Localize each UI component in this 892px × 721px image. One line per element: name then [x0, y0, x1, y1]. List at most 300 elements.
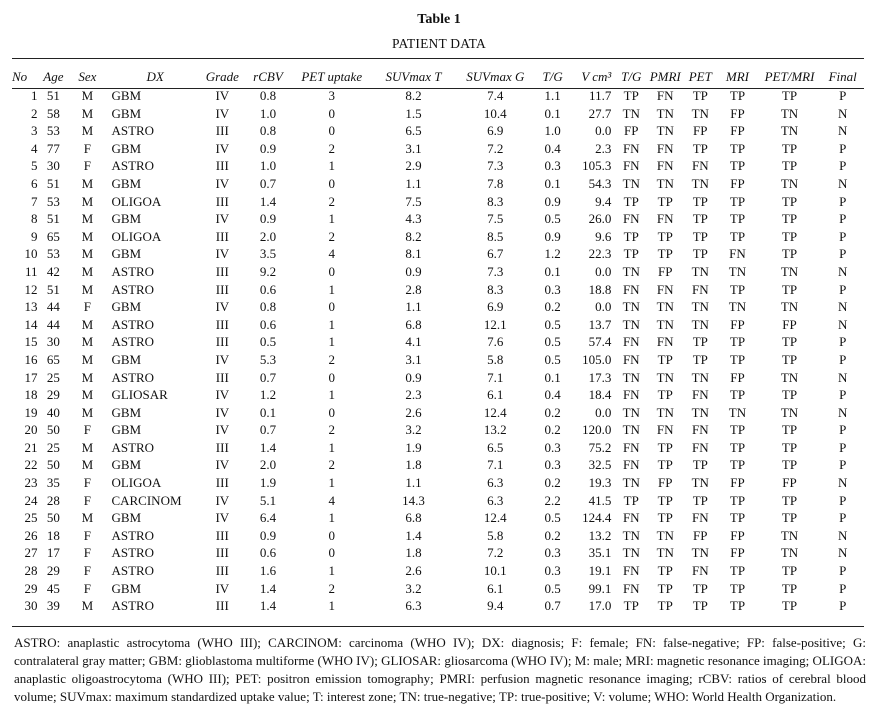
table-cell: 1.4 [405, 527, 422, 543]
table-cell: 1.9 [259, 475, 277, 491]
table-cell: FN [622, 457, 640, 473]
table-cell: FN [656, 281, 674, 297]
table-cell: TN [656, 299, 674, 315]
table-cell: 17.3 [588, 369, 612, 385]
table-cell: 26 [24, 527, 38, 543]
table-row [12, 456, 864, 474]
table-cell: P [839, 422, 847, 438]
table-cell: TN [780, 369, 799, 385]
table-cell: TP [692, 246, 708, 262]
table-cell: FP [730, 105, 745, 121]
bottom-rule [12, 626, 864, 627]
table-row [12, 210, 864, 228]
table-cell: 2.3 [405, 387, 422, 403]
table-cell: 0.7 [544, 598, 561, 614]
table-cell: 1.4 [259, 193, 277, 209]
table-cell: TP [781, 351, 798, 367]
table-cell: TP [729, 140, 746, 156]
table-cell: TN [622, 545, 640, 561]
table-cell: M [81, 334, 94, 350]
table-cell: 8.3 [487, 193, 504, 209]
table-cell: 7.2 [487, 140, 504, 156]
table-cell: 1.9 [405, 439, 422, 455]
table-cell: 44 [46, 316, 60, 332]
table-cell: 3 [30, 123, 38, 139]
table-cell: GBM [111, 211, 142, 227]
table-row [12, 263, 864, 281]
table-cell: TP [657, 228, 673, 244]
table-row [12, 175, 864, 193]
table-cell: TP [781, 228, 798, 244]
table-cell: 7 [30, 193, 38, 209]
table-cell: ASTRO [111, 263, 155, 279]
table-cell: 9.4 [595, 193, 612, 209]
table-row [12, 439, 864, 457]
table-cell: ASTRO [111, 369, 155, 385]
header-cell: SUVmax T [385, 68, 442, 84]
table-cell: III [215, 598, 229, 614]
table-cell: 44 [46, 299, 60, 315]
table-cell: 105.3 [582, 158, 612, 174]
table-cell: IV [215, 510, 230, 526]
table-cell: TN [656, 316, 674, 332]
table-cell: 12.1 [483, 316, 507, 332]
table-cell: GBM [111, 175, 142, 191]
table-cell: P [839, 140, 847, 156]
table-cell: IV [215, 246, 230, 262]
table-cell: 50 [46, 510, 60, 526]
table-row [12, 157, 864, 175]
table-cell: TP [781, 422, 798, 438]
table-cell: IV [215, 175, 230, 191]
table-cell: TP [729, 88, 746, 103]
table-cell: 0 [328, 123, 335, 139]
table-cell: TN [622, 263, 640, 279]
table-cell: 0.5 [544, 334, 561, 350]
table-cell: 7.5 [487, 211, 504, 227]
table-cell: M [81, 457, 94, 473]
table-cell: TP [657, 246, 673, 262]
table-cell: TP [781, 457, 798, 473]
table-cell: FN [691, 510, 709, 526]
table-cell: TN [728, 299, 747, 315]
table-cell: M [81, 316, 94, 332]
table-cell: M [81, 404, 94, 420]
table-cell: TP [657, 563, 673, 579]
table-cell: III [215, 193, 229, 209]
table-cell: 0.6 [259, 545, 277, 561]
table-cell: 2.6 [405, 404, 422, 420]
table-cell: III [215, 545, 229, 561]
table-cell: FN [691, 281, 709, 297]
table-cell: 0 [328, 105, 335, 121]
table-cell: FN [622, 510, 640, 526]
table-cell: 2 [30, 105, 38, 121]
table-cell: TP [729, 492, 746, 508]
table-cell: TP [729, 457, 746, 473]
table-cell: TP [781, 598, 798, 614]
table-cell: 0.5 [544, 510, 561, 526]
table-row [12, 228, 864, 246]
table-cell: 29 [46, 387, 60, 403]
table-cell: III [215, 158, 229, 174]
table-body [12, 87, 864, 615]
table-cell: F [83, 563, 92, 579]
table-cell: 1 [328, 316, 335, 332]
table-cell: FN [622, 158, 640, 174]
table-cell: 1.2 [544, 246, 561, 262]
table-cell: TP [623, 88, 639, 103]
table-cell: IV [215, 105, 230, 121]
table-row [12, 369, 864, 387]
table-cell: 8.5 [487, 228, 504, 244]
table-cell: 13.7 [588, 316, 612, 332]
table-cell: 0.3 [544, 545, 561, 561]
table-cell: III [215, 369, 229, 385]
table-cell: 1.8 [405, 545, 422, 561]
table-cell: 1.8 [405, 457, 422, 473]
table-cell: 6.5 [487, 439, 504, 455]
table-cell: OLIGOA [111, 193, 162, 209]
table-cell: F [83, 422, 92, 438]
table-cell: 0.8 [259, 123, 277, 139]
table-cell: TP [623, 228, 639, 244]
table-cell: 14 [24, 316, 38, 332]
table-cell: 2 [328, 140, 335, 156]
table-cell: IV [215, 387, 230, 403]
table-cell: TP [692, 211, 708, 227]
table-cell: TP [657, 439, 673, 455]
header-cell: PET uptake [301, 68, 363, 84]
table-cell: 3.1 [405, 351, 422, 367]
table-cell: OLIGOA [111, 475, 162, 491]
table-cell: TP [729, 281, 746, 297]
table-cell: TP [729, 158, 746, 174]
table-cell: TN [656, 105, 674, 121]
table-cell: 30 [46, 158, 60, 174]
table-cell: GBM [111, 580, 142, 596]
table-cell: FP [730, 316, 745, 332]
table-cell: P [839, 580, 847, 596]
table-cell: 75.2 [588, 439, 612, 455]
table-cell: 5.3 [259, 351, 277, 367]
table-cell: 6.1 [487, 387, 504, 403]
table-cell: 54.3 [588, 175, 612, 191]
table-cell: 1 [328, 281, 335, 297]
table-cell: 120.0 [582, 422, 612, 438]
table-cell: TP [623, 193, 639, 209]
table-cell: 1.4 [259, 439, 277, 455]
table-row [12, 597, 864, 615]
table-cell: FP [730, 123, 745, 139]
table-cell: 4 [328, 492, 335, 508]
table-cell: IV [215, 351, 230, 367]
table-cell: N [837, 316, 848, 332]
table-cell: P [839, 88, 847, 103]
table-cell: 0.7 [259, 369, 277, 385]
table-cell: TN [691, 299, 709, 315]
table-subtitle: PATIENT DATA [392, 36, 486, 51]
table-cell: IV [215, 404, 230, 420]
table-row [12, 509, 864, 527]
table-cell: 5.1 [259, 492, 277, 508]
table-cell: TP [692, 598, 708, 614]
table-cell: TN [691, 316, 709, 332]
table-cell: P [839, 211, 847, 227]
table-cell: 51 [46, 175, 60, 191]
table-cell: 1.6 [259, 563, 277, 579]
table-cell: 124.4 [582, 510, 612, 526]
table-cell: TN [728, 404, 747, 420]
table-row [12, 333, 864, 351]
table-cell: FN [691, 439, 709, 455]
table-cell: P [839, 439, 847, 455]
table-cell: FP [782, 316, 797, 332]
table-cell: TP [692, 88, 708, 103]
table-cell: TN [656, 545, 674, 561]
table-cell: N [837, 299, 848, 315]
table-row [12, 386, 864, 404]
table-cell: 6.5 [405, 123, 422, 139]
table-cell: 6.3 [487, 492, 504, 508]
table-cell: TP [657, 510, 673, 526]
table-cell: 18 [46, 527, 60, 543]
table-row [12, 580, 864, 598]
table-cell: IV [215, 457, 230, 473]
table-cell: GBM [111, 422, 142, 438]
header-cell: SUVmax G [466, 68, 525, 84]
table-cell: 0.0 [595, 299, 612, 315]
table-cell: 23 [24, 475, 38, 491]
table-cell: III [215, 334, 229, 350]
table-cell: P [839, 193, 847, 209]
header-cell: PET [688, 68, 712, 84]
table-cell: 3 [328, 88, 335, 103]
table-cell: TP [657, 598, 673, 614]
table-cell: 0.7 [259, 175, 277, 191]
table-cell: TN [656, 369, 674, 385]
table-row [12, 87, 864, 105]
table-cell: GBM [111, 351, 142, 367]
table-cell: TP [781, 563, 798, 579]
table-cell: 7.6 [487, 334, 504, 350]
table-cell: 1.0 [259, 105, 277, 121]
table-cell: M [81, 105, 94, 121]
table-cell: 0.2 [544, 404, 561, 420]
table-cell: 99.1 [588, 580, 612, 596]
table-cell: TN [622, 527, 640, 543]
table-cell: N [837, 527, 848, 543]
table-cell: P [839, 387, 847, 403]
table-cell: FN [656, 88, 674, 103]
table-cell: 0.1 [259, 404, 277, 420]
table-cell: 9.2 [259, 263, 277, 279]
table-cell: 10.4 [483, 105, 507, 121]
table-cell: 53 [46, 193, 60, 209]
table-cell: TN [780, 404, 799, 420]
table-cell: P [839, 281, 847, 297]
table-cell: IV [215, 140, 230, 156]
table-cell: TN [780, 545, 799, 561]
table-cell: 18.8 [588, 281, 612, 297]
table-cell: 8.1 [405, 246, 422, 262]
table-cell: TP [729, 334, 746, 350]
table-cell: F [83, 299, 92, 315]
table-cell: ASTRO [111, 439, 155, 455]
table-cell: 1.1 [544, 88, 561, 103]
table-cell: IV [215, 88, 230, 103]
table-cell: 2.0 [259, 457, 277, 473]
table-cell: TN [691, 105, 709, 121]
table-cell: TN [780, 123, 799, 139]
table-cell: TN [622, 175, 640, 191]
table-cell: 5.8 [487, 351, 504, 367]
table-cell: ASTRO [111, 563, 155, 579]
table-cell: 26.0 [588, 211, 612, 227]
table-cell: TN [656, 527, 674, 543]
table-cell: M [81, 263, 94, 279]
table-cell: 19.3 [588, 475, 612, 491]
table-cell: TN [656, 123, 674, 139]
table-cell: 0.9 [405, 263, 422, 279]
table-cell: GBM [111, 140, 142, 156]
table-cell: TP [692, 334, 708, 350]
table-cell: TP [657, 387, 673, 403]
table-cell: FN [622, 580, 640, 596]
table-cell: TP [623, 246, 639, 262]
table-cell: 2 [328, 351, 335, 367]
table-cell: 53 [46, 123, 60, 139]
table-cell: TP [781, 510, 798, 526]
header-cell: Sex [78, 68, 97, 84]
table-cell: 19 [24, 404, 38, 420]
table-cell: ASTRO [111, 598, 155, 614]
table-cell: TN [622, 404, 640, 420]
table-cell: 4.1 [405, 334, 422, 350]
table-cell: 7.8 [487, 175, 504, 191]
table-cell: FN [656, 158, 674, 174]
table-cell: M [81, 123, 94, 139]
table-cell: TP [729, 439, 746, 455]
table-cell: 1.4 [259, 580, 277, 596]
table-cell: TP [729, 422, 746, 438]
table-cell: 4 [328, 246, 335, 262]
table-cell: 1 [328, 475, 335, 491]
table-cell: 6.1 [487, 580, 504, 596]
table-cell: M [81, 387, 94, 403]
table-cell: M [81, 439, 94, 455]
table-cell: TP [781, 158, 798, 174]
header-cell: Age [43, 68, 64, 84]
table-cell: FN [656, 140, 674, 156]
table-cell: N [837, 545, 848, 561]
table-cell: 1 [328, 563, 335, 579]
table-cell: N [837, 369, 848, 385]
table-cell: P [839, 563, 847, 579]
table-cell: 51 [46, 88, 60, 103]
table-cell: N [837, 105, 848, 121]
table-cell: CARCINOM [111, 492, 182, 508]
table-cell: GBM [111, 246, 142, 262]
table-cell: GBM [111, 457, 142, 473]
table-cell: 8.2 [405, 88, 422, 103]
table-cell: P [839, 246, 847, 262]
table-cell: 57.4 [588, 334, 612, 350]
header-row [12, 66, 864, 87]
table-cell: FN [622, 563, 640, 579]
table-cell: 1.0 [259, 158, 277, 174]
table-cell: TP [781, 492, 798, 508]
table-cell: 0.6 [259, 316, 277, 332]
table-cell: 7.1 [487, 369, 504, 385]
table-cell: 29 [46, 563, 60, 579]
table-cell: 0.2 [544, 422, 561, 438]
table-cell: 0.2 [544, 527, 561, 543]
table-cell: P [839, 158, 847, 174]
table-cell: TP [781, 246, 798, 262]
table-cell: FN [656, 334, 674, 350]
header-cell: PMRI [649, 68, 681, 84]
table-cell: 13.2 [483, 422, 507, 438]
table-cell: 32.5 [588, 457, 612, 473]
table-cell: IV [215, 422, 230, 438]
table-cell: IV [215, 211, 230, 227]
table-cell: 41.5 [588, 492, 612, 508]
table-cell: N [837, 263, 848, 279]
table-cell: ASTRO [111, 281, 155, 297]
header-cell: Grade [205, 68, 239, 84]
table-cell: TN [780, 527, 799, 543]
table-cell: 0.2 [544, 299, 561, 315]
table-cell: 0.1 [544, 369, 561, 385]
table-cell: 6.3 [405, 598, 422, 614]
table-cell: TP [692, 140, 708, 156]
table-cell: TN [622, 105, 640, 121]
table-cell: 3.2 [405, 422, 422, 438]
table-cell: III [215, 123, 229, 139]
table-cell: 13.2 [588, 527, 612, 543]
table-cell: 8.2 [405, 228, 422, 244]
table-cell: TN [780, 263, 799, 279]
table-cell: TP [729, 598, 746, 614]
table-cell: 51 [46, 281, 60, 297]
table-row [12, 421, 864, 439]
table-cell: 6.9 [487, 299, 504, 315]
table-cell: 65 [46, 228, 60, 244]
table-cell: 18 [24, 387, 38, 403]
table-cell: ASTRO [111, 545, 155, 561]
table-cell: FP [658, 475, 673, 491]
table-cell: 6.3 [487, 475, 504, 491]
header-cell: No [12, 68, 28, 84]
table-cell: 42 [46, 263, 60, 279]
table-cell: FP [730, 475, 745, 491]
table-cell: 0.9 [259, 211, 277, 227]
header-cell: T/G [542, 68, 563, 84]
table-cell: TP [729, 510, 746, 526]
table-cell: FN [622, 281, 640, 297]
table-cell: 24 [24, 492, 38, 508]
table-cell: TP [781, 193, 798, 209]
table-cell: 5.8 [487, 527, 504, 543]
table-cell: 0.9 [544, 228, 561, 244]
table-cell: 0.1 [544, 263, 561, 279]
table-cell: 2 [328, 228, 335, 244]
table-cell: TP [657, 580, 673, 596]
table-cell: 0.4 [544, 140, 561, 156]
table-cell: GLIOSAR [111, 387, 168, 403]
table-cell: TP [657, 492, 673, 508]
